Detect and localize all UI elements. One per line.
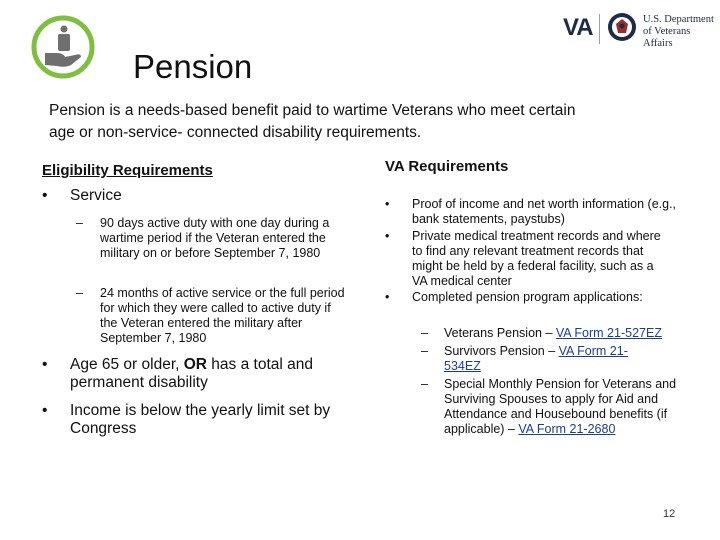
va-seal-icon — [607, 12, 637, 42]
va-logo-letters: VA — [563, 14, 593, 41]
bullet-dot-icon: • — [42, 187, 48, 204]
requirement-text: Completed pension program applications: — [412, 290, 643, 304]
bullet-dot-icon: • — [385, 229, 390, 243]
eligibility-section: Eligibility Requirements • Service – 90 days active duty with one day during a wartime period if the Veteran entered the military on or before September 7, 1980 – 24 months of active service or the full period for which they were called to active duty if the Veteran entered the military after September 7, 1980 • Age 65 or older, OR has a total and permanent disability • Income is below the yearly limit set by Congress — [42, 162, 357, 179]
intro-text: Pension is a needs-based benefit paid to wartime Veterans who meet certain age or non-service- connected disability requirements. — [49, 102, 576, 141]
brand-divider — [599, 14, 600, 44]
va-requirements-section: VA Requirements • Proof of income and net worth information (e.g., bank statements, paystubs) • Private medical treatment records and where to find any relevant treatment records that might be held by a federal facility, such as a VA medical center • Completed pension program applications: – Veterans Pension – VA Form 21-527EZ – Survivors Pension – VA Form 21-534EZ – Special Monthly Pension for Veterans and Surviving Spouses to apply for Aid and Attendance and Housebound benefits (if applicable) – VA Form 21-2680 — [385, 158, 705, 175]
requirement-text: Private medical treatment records and where to find any relevant treatment records that might be held by a federal facility, such as a VA medical center — [412, 229, 661, 288]
va-brand — [563, 8, 715, 48]
age-text: Age 65 or older, OR has a total and permanent disability — [70, 356, 313, 391]
or-emphasis: OR — [183, 356, 207, 373]
bullet-dot-icon: • — [42, 402, 48, 419]
form-21-527ez-link[interactable]: VA Form 21-527EZ — [555, 326, 662, 340]
dept-line-1: U.S. Department — [643, 14, 714, 25]
bullet-dot-icon: • — [385, 197, 390, 211]
va-department-name — [643, 14, 715, 50]
service-sub-text: 90 days active duty with one day during a wartime period if the Veteran entered the military on or before September 7, 1980 — [100, 216, 330, 260]
hand-holding-person-icon — [31, 15, 95, 79]
eligibility-heading: Eligibility Requirements — [42, 162, 213, 179]
income-text: Income is below the yearly limit set by Congress — [70, 402, 331, 437]
service-label: Service — [70, 187, 122, 204]
dept-line-2: of Veterans Affairs — [643, 26, 691, 49]
form-21-534ez-link[interactable]: VA Form 21-534EZ — [444, 344, 628, 373]
bullet-dot-icon: • — [385, 290, 390, 304]
bullet-dot-icon: • — [42, 356, 48, 373]
form-21-2680-link[interactable]: VA Form 21-2680 — [518, 422, 616, 436]
requirement-text: Proof of income and net worth information (e.g., bank statements, paystubs) — [412, 197, 677, 226]
page-title: Pension — [133, 48, 253, 85]
page-number: 12 — [663, 508, 676, 520]
service-sub-text: 24 months of active service or the full period for which they were called to active duty if the Veteran entered the military after September 7, 1980 — [100, 286, 345, 345]
va-requirements-heading: VA Requirements — [385, 158, 509, 175]
